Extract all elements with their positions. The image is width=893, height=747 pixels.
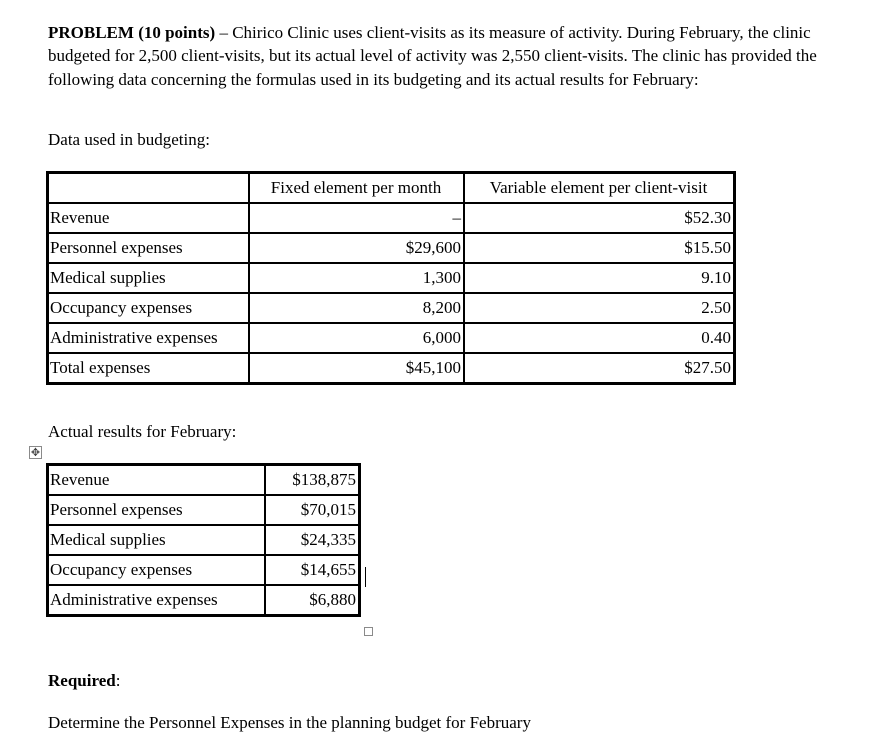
problem-body: – Chirico Clinic uses client-visits as its measure of activity. During February, the clinic budgeted for 2,500 client-visits, but its actual level of activity was 2,550 client-visits. The clinic has provided the following data concerning the formulas used in its budgeting and its actual results for February: (48, 23, 817, 89)
budget-row-revenue (48, 203, 735, 233)
budget-row-total (48, 353, 735, 384)
row-name-cell[interactable]: Total expenses (48, 353, 250, 384)
actual-row-revenue (48, 465, 360, 496)
actual-row-administrative (48, 585, 360, 616)
actual-row-occupancy (48, 555, 360, 585)
required-heading: Required (48, 671, 116, 690)
variable-cell[interactable]: $15.50 (464, 233, 735, 263)
row-name-cell[interactable]: Occupancy expenses (48, 555, 266, 585)
budget-table (46, 171, 736, 385)
row-name-cell[interactable]: Revenue (48, 465, 266, 496)
variable-cell[interactable]: $27.50 (464, 353, 735, 384)
actual-row-medical (48, 525, 360, 555)
variable-cell[interactable]: 2.50 (464, 293, 735, 323)
variable-cell[interactable]: 9.10 (464, 263, 735, 293)
budget-data-label: Data used in budgeting: (48, 130, 210, 149)
row-name-cell[interactable]: Revenue (48, 203, 250, 233)
header-variable-cell[interactable]: Variable element per client-visit (464, 173, 735, 204)
row-name-cell[interactable]: Administrative expenses (48, 585, 266, 616)
value-cell[interactable]: $70,015 (265, 495, 360, 525)
budget-row-administrative (48, 323, 735, 353)
row-name-cell[interactable]: Administrative expenses (48, 323, 250, 353)
budget-header-row (48, 173, 735, 204)
move-handle-icon[interactable]: ✥ (30, 446, 41, 459)
value-cell[interactable]: $6,880 (265, 585, 360, 616)
budget-row-personnel (48, 233, 735, 263)
value-cell[interactable]: $24,335 (265, 525, 360, 555)
row-name-cell[interactable]: Personnel expenses (48, 233, 250, 263)
fixed-cell[interactable]: 1,300 (249, 263, 464, 293)
required-label (48, 671, 120, 691)
required-task: Determine the Personnel Expenses in the planning budget for February (48, 713, 531, 732)
problem-heading: PROBLEM (10 points) (48, 23, 216, 42)
fixed-cell[interactable]: 6,000 (249, 323, 464, 353)
fixed-cell[interactable]: $29,600 (249, 233, 464, 263)
row-name-cell[interactable]: Medical supplies (48, 525, 266, 555)
fixed-cell[interactable]: – (249, 203, 464, 233)
row-name-cell[interactable]: Medical supplies (48, 263, 250, 293)
fixed-cell[interactable]: 8,200 (249, 293, 464, 323)
text-caret (365, 567, 366, 587)
required-colon: : (115, 671, 121, 690)
budget-row-medical (48, 263, 735, 293)
row-name-cell[interactable]: Occupancy expenses (48, 293, 250, 323)
problem-paragraph (48, 21, 838, 91)
budget-row-occupancy (48, 293, 735, 323)
actual-results-label: Actual results for February: (48, 422, 237, 441)
header-fixed-cell[interactable]: Fixed element per month (249, 173, 464, 204)
actual-row-personnel (48, 495, 360, 525)
value-cell[interactable]: $138,875 (265, 465, 360, 496)
variable-cell[interactable]: $52.30 (464, 203, 735, 233)
resize-handle-icon[interactable] (364, 627, 373, 636)
fixed-cell[interactable]: $45,100 (249, 353, 464, 384)
row-name-cell[interactable]: Personnel expenses (48, 495, 266, 525)
header-blank-cell[interactable] (48, 173, 250, 204)
variable-cell[interactable]: 0.40 (464, 323, 735, 353)
value-cell[interactable]: $14,655 (265, 555, 360, 585)
actual-table (46, 463, 361, 617)
